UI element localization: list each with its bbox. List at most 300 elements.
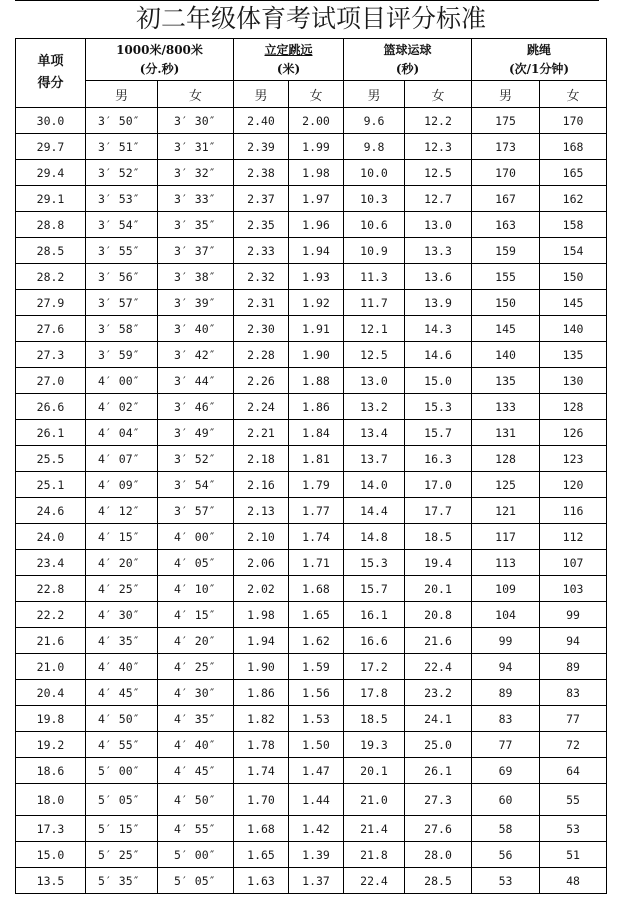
long-jump-male-cell: 2.31 — [234, 290, 289, 316]
dribble-female-cell: 15.7 — [405, 420, 472, 446]
run-female-cell: 5′ 05″ — [158, 868, 234, 894]
run-male-cell: 3′ 50″ — [86, 108, 158, 134]
run-female-cell: 3′ 30″ — [158, 108, 234, 134]
rope-female-cell: 64 — [540, 758, 607, 784]
long-jump-female-cell: 1.91 — [289, 316, 344, 342]
table-row — [16, 524, 607, 550]
table-row — [16, 842, 607, 868]
table-row — [16, 394, 607, 420]
run-male-cell: 3′ 57″ — [86, 290, 158, 316]
dribble-female-cell: 12.7 — [405, 186, 472, 212]
run-female-cell: 3′ 40″ — [158, 316, 234, 342]
dribble-male-cell: 9.6 — [344, 108, 405, 134]
rope-female-cell: 126 — [540, 420, 607, 446]
long-jump-male-cell: 2.10 — [234, 524, 289, 550]
run-male-cell: 4′ 02″ — [86, 394, 158, 420]
run-female-cell: 4′ 45″ — [158, 758, 234, 784]
long-jump-female-cell: 1.88 — [289, 368, 344, 394]
run-male-cell: 4′ 07″ — [86, 446, 158, 472]
long-jump-female-cell: 1.71 — [289, 550, 344, 576]
long-jump-male-cell: 2.16 — [234, 472, 289, 498]
long-jump-male-cell: 2.39 — [234, 134, 289, 160]
run-female-cell: 4′ 50″ — [158, 784, 234, 816]
long-jump-female-cell: 1.93 — [289, 264, 344, 290]
table-row — [16, 186, 607, 212]
long-jump-male-cell: 1.70 — [234, 784, 289, 816]
rope-female-cell: 123 — [540, 446, 607, 472]
rope-male-cell: 173 — [472, 134, 540, 160]
dribble-male-cell: 19.3 — [344, 732, 405, 758]
sex-header-row — [16, 81, 607, 108]
rope-female-cell: 53 — [540, 816, 607, 842]
run-male-cell: 3′ 54″ — [86, 212, 158, 238]
score-cell: 23.4 — [16, 550, 86, 576]
rope-female-cell: 130 — [540, 368, 607, 394]
rope-male-cell: 117 — [472, 524, 540, 550]
dribble-female-cell: 13.3 — [405, 238, 472, 264]
rope-female-cell: 154 — [540, 238, 607, 264]
run-female-cell: 3′ 35″ — [158, 212, 234, 238]
table-row — [16, 212, 607, 238]
dribble-female-cell: 27.6 — [405, 816, 472, 842]
group-header-basketball-dribble — [344, 39, 472, 81]
long-jump-female-cell: 1.98 — [289, 160, 344, 186]
long-jump-female-cell: 1.56 — [289, 680, 344, 706]
rope-male-cell: 56 — [472, 842, 540, 868]
rope-male-cell: 140 — [472, 342, 540, 368]
rope-male-cell: 77 — [472, 732, 540, 758]
long-jump-female-cell: 1.68 — [289, 576, 344, 602]
score-cell: 19.2 — [16, 732, 86, 758]
table-row — [16, 868, 607, 894]
sex-label-male: 男 — [86, 81, 158, 108]
dribble-female-cell: 26.1 — [405, 758, 472, 784]
long-jump-female-cell: 1.96 — [289, 212, 344, 238]
group-header-long-jump — [234, 39, 344, 81]
dribble-male-cell: 21.0 — [344, 784, 405, 816]
sex-label-female: 女 — [289, 81, 344, 108]
score-cell: 29.1 — [16, 186, 86, 212]
table-row — [16, 160, 607, 186]
score-cell: 27.0 — [16, 368, 86, 394]
long-jump-male-cell: 1.78 — [234, 732, 289, 758]
score-cell: 18.6 — [16, 758, 86, 784]
run-male-cell: 5′ 05″ — [86, 784, 158, 816]
score-cell: 13.5 — [16, 868, 86, 894]
long-jump-female-cell: 1.86 — [289, 394, 344, 420]
dribble-female-cell: 12.2 — [405, 108, 472, 134]
rope-female-cell: 168 — [540, 134, 607, 160]
dribble-female-cell: 17.0 — [405, 472, 472, 498]
table-row — [16, 342, 607, 368]
previous-table-bottom-edge — [15, 0, 599, 1]
run-male-cell: 5′ 25″ — [86, 842, 158, 868]
table-row — [16, 706, 607, 732]
table-row — [16, 420, 607, 446]
run-male-cell: 4′ 09″ — [86, 472, 158, 498]
dribble-male-cell: 22.4 — [344, 868, 405, 894]
table-row — [16, 550, 607, 576]
long-jump-female-cell: 1.90 — [289, 342, 344, 368]
long-jump-female-cell: 1.84 — [289, 420, 344, 446]
group-unit: (次/1分钟) — [508, 61, 570, 76]
run-female-cell: 4′ 40″ — [158, 732, 234, 758]
long-jump-male-cell: 1.86 — [234, 680, 289, 706]
run-male-cell: 3′ 51″ — [86, 134, 158, 160]
run-female-cell: 4′ 10″ — [158, 576, 234, 602]
run-male-cell: 4′ 40″ — [86, 654, 158, 680]
score-cell: 17.3 — [16, 816, 86, 842]
dribble-female-cell: 15.0 — [405, 368, 472, 394]
long-jump-male-cell: 1.74 — [234, 758, 289, 784]
score-cell: 29.7 — [16, 134, 86, 160]
dribble-female-cell: 13.9 — [405, 290, 472, 316]
long-jump-male-cell: 2.28 — [234, 342, 289, 368]
table-row — [16, 472, 607, 498]
score-cell: 22.2 — [16, 602, 86, 628]
rope-male-cell: 69 — [472, 758, 540, 784]
table-row — [16, 290, 607, 316]
score-cell: 19.8 — [16, 706, 86, 732]
run-female-cell: 4′ 55″ — [158, 816, 234, 842]
dribble-male-cell: 10.9 — [344, 238, 405, 264]
dribble-female-cell: 19.4 — [405, 550, 472, 576]
group-header-jump-rope — [472, 39, 607, 81]
run-female-cell: 3′ 44″ — [158, 368, 234, 394]
dribble-male-cell: 20.1 — [344, 758, 405, 784]
dribble-male-cell: 13.7 — [344, 446, 405, 472]
sex-label-male: 男 — [234, 81, 289, 108]
table-row — [16, 238, 607, 264]
run-male-cell: 4′ 55″ — [86, 732, 158, 758]
dribble-male-cell: 18.5 — [344, 706, 405, 732]
rope-male-cell: 131 — [472, 420, 540, 446]
group-unit: (米) — [276, 61, 301, 76]
rope-male-cell: 150 — [472, 290, 540, 316]
score-cell: 21.0 — [16, 654, 86, 680]
long-jump-male-cell: 1.68 — [234, 816, 289, 842]
long-jump-male-cell: 2.37 — [234, 186, 289, 212]
table-row — [16, 368, 607, 394]
rope-male-cell: 175 — [472, 108, 540, 134]
dribble-female-cell: 17.7 — [405, 498, 472, 524]
long-jump-female-cell: 1.59 — [289, 654, 344, 680]
score-cell: 28.8 — [16, 212, 86, 238]
group-name: 1000米/800米 — [116, 42, 203, 57]
dribble-female-cell: 28.0 — [405, 842, 472, 868]
run-male-cell: 3′ 56″ — [86, 264, 158, 290]
dribble-male-cell: 13.2 — [344, 394, 405, 420]
run-female-cell: 3′ 49″ — [158, 420, 234, 446]
table-row — [16, 680, 607, 706]
rope-female-cell: 94 — [540, 628, 607, 654]
group-header-run — [86, 39, 234, 81]
dribble-male-cell: 11.3 — [344, 264, 405, 290]
rope-female-cell: 150 — [540, 264, 607, 290]
score-cell: 25.1 — [16, 472, 86, 498]
long-jump-male-cell: 1.65 — [234, 842, 289, 868]
rope-male-cell: 133 — [472, 394, 540, 420]
dribble-female-cell: 27.3 — [405, 784, 472, 816]
run-female-cell: 3′ 54″ — [158, 472, 234, 498]
run-male-cell: 4′ 15″ — [86, 524, 158, 550]
dribble-male-cell: 14.8 — [344, 524, 405, 550]
long-jump-female-cell: 1.77 — [289, 498, 344, 524]
rope-female-cell: 165 — [540, 160, 607, 186]
group-unit: (秒) — [395, 61, 420, 76]
dribble-female-cell: 14.6 — [405, 342, 472, 368]
score-cell: 28.2 — [16, 264, 86, 290]
rope-female-cell: 103 — [540, 576, 607, 602]
score-header-line2: 得分 — [37, 76, 64, 91]
score-cell: 20.4 — [16, 680, 86, 706]
dribble-male-cell: 10.3 — [344, 186, 405, 212]
long-jump-female-cell: 1.81 — [289, 446, 344, 472]
rope-male-cell: 167 — [472, 186, 540, 212]
sex-label-female: 女 — [158, 81, 234, 108]
dribble-female-cell: 20.1 — [405, 576, 472, 602]
sex-label-male: 男 — [344, 81, 405, 108]
rope-female-cell: 112 — [540, 524, 607, 550]
long-jump-male-cell: 2.32 — [234, 264, 289, 290]
table-row — [16, 446, 607, 472]
table-row — [16, 816, 607, 842]
dribble-female-cell: 24.1 — [405, 706, 472, 732]
dribble-female-cell: 14.3 — [405, 316, 472, 342]
score-cell: 28.5 — [16, 238, 86, 264]
long-jump-female-cell: 1.44 — [289, 784, 344, 816]
run-female-cell: 3′ 57″ — [158, 498, 234, 524]
rope-male-cell: 135 — [472, 368, 540, 394]
rope-female-cell: 89 — [540, 654, 607, 680]
score-cell: 15.0 — [16, 842, 86, 868]
run-male-cell: 3′ 53″ — [86, 186, 158, 212]
table-row — [16, 134, 607, 160]
long-jump-female-cell: 1.42 — [289, 816, 344, 842]
score-column-header — [16, 39, 86, 108]
score-cell: 24.6 — [16, 498, 86, 524]
score-cell: 25.5 — [16, 446, 86, 472]
long-jump-male-cell: 2.30 — [234, 316, 289, 342]
table-row — [16, 498, 607, 524]
run-female-cell: 4′ 25″ — [158, 654, 234, 680]
long-jump-male-cell: 2.24 — [234, 394, 289, 420]
dribble-male-cell: 14.0 — [344, 472, 405, 498]
long-jump-female-cell: 1.47 — [289, 758, 344, 784]
run-male-cell: 4′ 00″ — [86, 368, 158, 394]
run-male-cell: 4′ 20″ — [86, 550, 158, 576]
table-row — [16, 576, 607, 602]
run-male-cell: 3′ 52″ — [86, 160, 158, 186]
long-jump-male-cell: 2.18 — [234, 446, 289, 472]
table-row — [16, 628, 607, 654]
rope-male-cell: 89 — [472, 680, 540, 706]
run-female-cell: 3′ 52″ — [158, 446, 234, 472]
score-standard-table — [15, 38, 607, 894]
rope-male-cell: 60 — [472, 784, 540, 816]
run-male-cell: 4′ 30″ — [86, 602, 158, 628]
dribble-female-cell: 13.6 — [405, 264, 472, 290]
dribble-male-cell: 15.3 — [344, 550, 405, 576]
run-male-cell: 4′ 35″ — [86, 628, 158, 654]
score-cell: 24.0 — [16, 524, 86, 550]
rope-female-cell: 51 — [540, 842, 607, 868]
rope-male-cell: 128 — [472, 446, 540, 472]
rope-male-cell: 99 — [472, 628, 540, 654]
long-jump-male-cell: 1.94 — [234, 628, 289, 654]
run-female-cell: 4′ 05″ — [158, 550, 234, 576]
table-row — [16, 784, 607, 816]
page-title: 初二年级体育考试项目评分标准 — [135, 4, 486, 33]
run-female-cell: 5′ 00″ — [158, 842, 234, 868]
dribble-male-cell: 21.8 — [344, 842, 405, 868]
table-body — [16, 108, 607, 894]
rope-male-cell: 83 — [472, 706, 540, 732]
rope-male-cell: 170 — [472, 160, 540, 186]
rope-female-cell: 158 — [540, 212, 607, 238]
dribble-male-cell: 10.0 — [344, 160, 405, 186]
group-header-row — [16, 39, 607, 81]
rope-male-cell: 155 — [472, 264, 540, 290]
score-cell: 27.6 — [16, 316, 86, 342]
rope-female-cell: 99 — [540, 602, 607, 628]
dribble-female-cell: 23.2 — [405, 680, 472, 706]
run-female-cell: 3′ 33″ — [158, 186, 234, 212]
dribble-male-cell: 16.1 — [344, 602, 405, 628]
long-jump-male-cell: 2.21 — [234, 420, 289, 446]
long-jump-male-cell: 2.06 — [234, 550, 289, 576]
table-row — [16, 732, 607, 758]
dribble-male-cell: 10.6 — [344, 212, 405, 238]
dribble-female-cell: 21.6 — [405, 628, 472, 654]
dribble-female-cell: 22.4 — [405, 654, 472, 680]
run-male-cell: 5′ 15″ — [86, 816, 158, 842]
rope-male-cell: 113 — [472, 550, 540, 576]
table-row — [16, 264, 607, 290]
dribble-male-cell: 13.0 — [344, 368, 405, 394]
dribble-male-cell: 16.6 — [344, 628, 405, 654]
dribble-female-cell: 12.3 — [405, 134, 472, 160]
rope-female-cell: 116 — [540, 498, 607, 524]
long-jump-female-cell: 1.74 — [289, 524, 344, 550]
long-jump-male-cell: 2.13 — [234, 498, 289, 524]
rope-male-cell: 145 — [472, 316, 540, 342]
score-cell: 29.4 — [16, 160, 86, 186]
long-jump-male-cell: 2.02 — [234, 576, 289, 602]
dribble-female-cell: 25.0 — [405, 732, 472, 758]
rope-female-cell: 135 — [540, 342, 607, 368]
long-jump-female-cell: 1.62 — [289, 628, 344, 654]
long-jump-female-cell: 1.79 — [289, 472, 344, 498]
dribble-male-cell: 12.1 — [344, 316, 405, 342]
score-cell: 27.3 — [16, 342, 86, 368]
dribble-male-cell: 13.4 — [344, 420, 405, 446]
rope-female-cell: 170 — [540, 108, 607, 134]
run-female-cell: 3′ 32″ — [158, 160, 234, 186]
rope-female-cell: 83 — [540, 680, 607, 706]
dribble-male-cell: 21.4 — [344, 816, 405, 842]
long-jump-female-cell: 1.39 — [289, 842, 344, 868]
dribble-male-cell: 17.2 — [344, 654, 405, 680]
run-female-cell: 3′ 37″ — [158, 238, 234, 264]
dribble-female-cell: 28.5 — [405, 868, 472, 894]
rope-female-cell: 120 — [540, 472, 607, 498]
group-name: 篮球运球 — [383, 42, 432, 57]
rope-male-cell: 58 — [472, 816, 540, 842]
dribble-female-cell: 13.0 — [405, 212, 472, 238]
run-female-cell: 3′ 31″ — [158, 134, 234, 160]
run-female-cell: 4′ 30″ — [158, 680, 234, 706]
run-male-cell: 4′ 45″ — [86, 680, 158, 706]
long-jump-female-cell: 1.50 — [289, 732, 344, 758]
run-male-cell: 4′ 12″ — [86, 498, 158, 524]
dribble-female-cell: 18.5 — [405, 524, 472, 550]
rope-male-cell: 94 — [472, 654, 540, 680]
dribble-male-cell: 15.7 — [344, 576, 405, 602]
long-jump-female-cell: 1.99 — [289, 134, 344, 160]
run-female-cell: 4′ 15″ — [158, 602, 234, 628]
score-cell: 18.0 — [16, 784, 86, 816]
rope-female-cell: 145 — [540, 290, 607, 316]
dribble-male-cell: 9.8 — [344, 134, 405, 160]
long-jump-male-cell: 2.26 — [234, 368, 289, 394]
rope-female-cell: 128 — [540, 394, 607, 420]
rope-male-cell: 109 — [472, 576, 540, 602]
long-jump-female-cell: 1.65 — [289, 602, 344, 628]
rope-male-cell: 104 — [472, 602, 540, 628]
long-jump-male-cell: 2.38 — [234, 160, 289, 186]
dribble-female-cell: 20.8 — [405, 602, 472, 628]
rope-male-cell: 159 — [472, 238, 540, 264]
sex-label-female: 女 — [405, 81, 472, 108]
table-row — [16, 758, 607, 784]
dribble-female-cell: 15.3 — [405, 394, 472, 420]
long-jump-female-cell: 1.37 — [289, 868, 344, 894]
long-jump-female-cell: 1.53 — [289, 706, 344, 732]
dribble-female-cell: 12.5 — [405, 160, 472, 186]
run-male-cell: 5′ 00″ — [86, 758, 158, 784]
run-male-cell: 5′ 35″ — [86, 868, 158, 894]
long-jump-male-cell: 1.63 — [234, 868, 289, 894]
run-male-cell: 3′ 58″ — [86, 316, 158, 342]
rope-female-cell: 107 — [540, 550, 607, 576]
table-row — [16, 316, 607, 342]
rope-female-cell: 72 — [540, 732, 607, 758]
rope-male-cell: 163 — [472, 212, 540, 238]
long-jump-male-cell: 1.82 — [234, 706, 289, 732]
rope-female-cell: 162 — [540, 186, 607, 212]
long-jump-female-cell: 2.00 — [289, 108, 344, 134]
group-name: 跳绳 — [527, 42, 552, 57]
run-male-cell: 3′ 59″ — [86, 342, 158, 368]
score-cell: 27.9 — [16, 290, 86, 316]
dribble-male-cell: 12.5 — [344, 342, 405, 368]
dribble-male-cell: 11.7 — [344, 290, 405, 316]
rope-male-cell: 125 — [472, 472, 540, 498]
score-cell: 26.1 — [16, 420, 86, 446]
rope-female-cell: 55 — [540, 784, 607, 816]
long-jump-female-cell: 1.97 — [289, 186, 344, 212]
score-cell: 21.6 — [16, 628, 86, 654]
rope-female-cell: 48 — [540, 868, 607, 894]
table-row — [16, 654, 607, 680]
run-female-cell: 3′ 46″ — [158, 394, 234, 420]
long-jump-male-cell: 2.40 — [234, 108, 289, 134]
long-jump-female-cell: 1.92 — [289, 290, 344, 316]
table-row — [16, 602, 607, 628]
run-male-cell: 4′ 04″ — [86, 420, 158, 446]
long-jump-male-cell: 1.90 — [234, 654, 289, 680]
